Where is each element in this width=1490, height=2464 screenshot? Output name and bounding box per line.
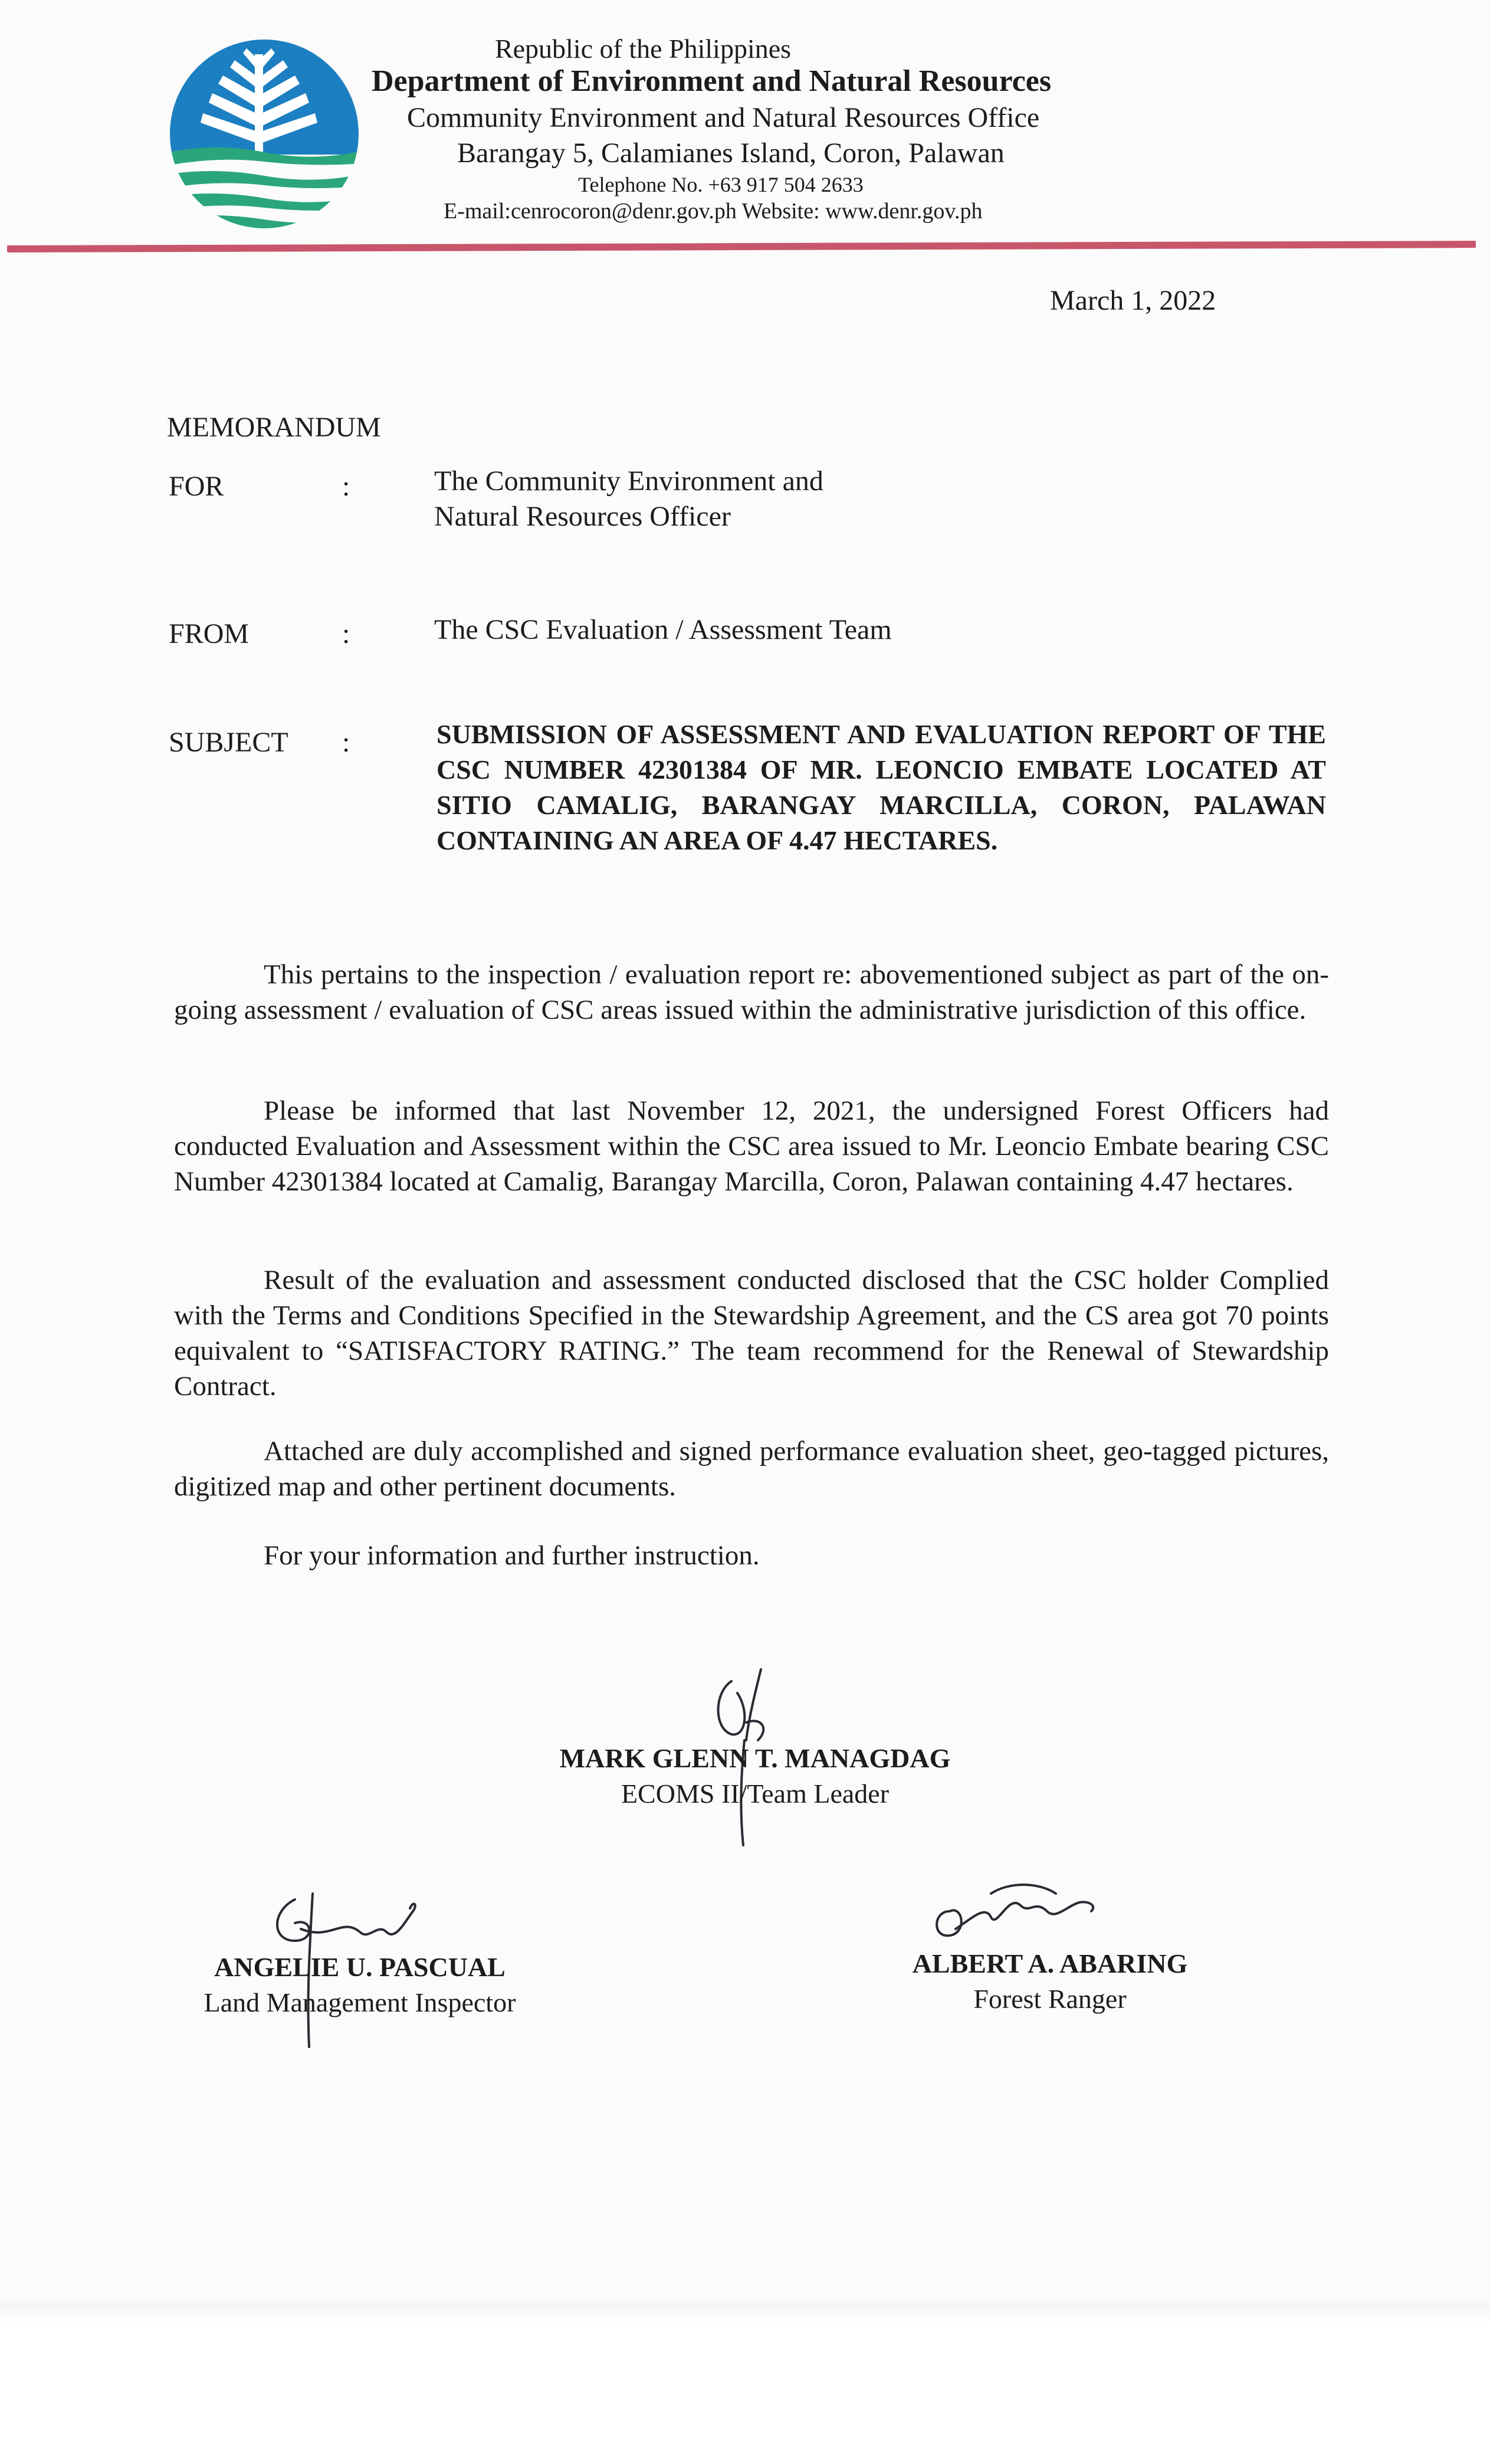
signatory-name-left: ANGELIE U. PASCUAL <box>214 1952 506 1982</box>
body-paragraph-5: For your information and further instruction. <box>264 1540 760 1571</box>
for-value-line1: The Community Environment and <box>434 465 823 497</box>
memo-date: March 1, 2022 <box>1050 285 1216 316</box>
letterhead-office: Community Environment and Natural Resources Office <box>407 102 1040 133</box>
for-value <box>434 464 965 534</box>
for-colon: : <box>342 471 350 502</box>
from-colon: : <box>342 618 350 649</box>
letterhead-republic: Republic of the Philippines <box>494 34 792 64</box>
signatory-title-right: Forest Ranger <box>973 1984 1127 2014</box>
from-label: FROM <box>169 618 250 649</box>
for-label: FOR <box>169 471 224 502</box>
letterhead-department: Department of Environment and Natural Resources <box>372 64 1052 98</box>
subject-colon: : <box>342 727 350 758</box>
letterhead-address: Barangay 5, Calamianes Island, Coron, Palawan <box>457 137 1005 169</box>
denr-logo-icon <box>158 37 370 231</box>
page-edge <box>0 2301 1490 2324</box>
signatory-title-left: Land Management Inspector <box>204 1987 516 2017</box>
subject-value: SUBMISSION OF ASSESSMENT AND EVALUATION REPORT OF THE CSC NUMBER 42301384 OF MR. LEONCIO EMBATE LOCATED AT SITIO CAMALIG, BARANGAY MARCILLA, CORON, PALAWAN CONTAINING AN AREA OF 4.47 HECTARES. <box>437 719 1326 855</box>
letterhead-contact: E-mail:cenrocoron@denr.gov.ph Website: www.denr.gov.ph <box>444 199 983 224</box>
body-paragraph-2: Please be informed that last November 12, 2021, the undersigned Forest Officers had conducted Evaluation and Assessment within the CSC area issued to Mr. Leoncio Embate bearing CSC Number 42301384 located at Camalig, Barangay Marcilla, Coron, Palawan containing 4.47 hectares. <box>174 1095 1329 1197</box>
signatory-name-right: ALBERT A. ABARING <box>912 1948 1188 1979</box>
signatory-title-main: ECOMS II/Team Leader <box>621 1779 890 1809</box>
for-value-line2: Natural Resources Officer <box>434 501 731 532</box>
signatory-name-main: MARK GLENN T. MANAGDAG <box>559 1743 951 1773</box>
body-paragraph-3: Result of the evaluation and assessment conducted disclosed that the CSC holder Complied with the Terms and Conditions Specified in the Stewardship Agreement, and the CS area got 70 points equivalent to “SATISFACTORY RATING.” The team recommend for the Renewal of Stewardship Contract. <box>174 1265 1329 1402</box>
memo-title: MEMORANDUM <box>167 412 381 443</box>
from-value: The CSC Evaluation / Assessment Team <box>434 614 892 645</box>
body-paragraph-4: Attached are duly accomplished and signed performance evaluation sheet, geo-tagged pictures, digitized map and other pertinent documents. <box>174 1436 1329 1502</box>
body-paragraph-1: This pertains to the inspection / evaluation report re: abovementioned subject as part of the on-going assessment / evaluation of CSC areas issued within the administrative jurisdiction of this office. <box>174 959 1329 1025</box>
subject-label: SUBJECT <box>169 727 288 758</box>
letterhead-telephone: Telephone No. +63 917 504 2633 <box>578 173 864 196</box>
